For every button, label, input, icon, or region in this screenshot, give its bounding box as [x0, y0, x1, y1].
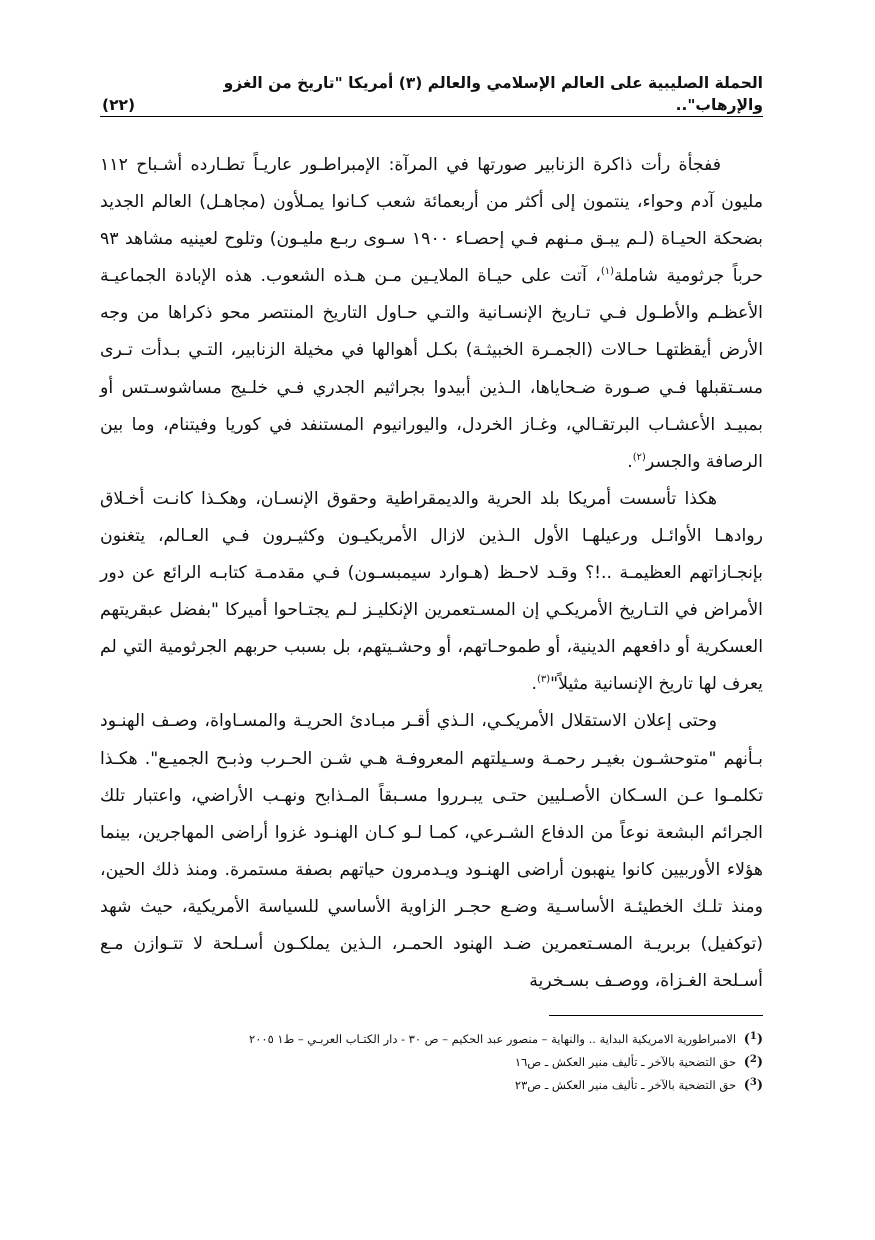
paragraph: هكذا تأسست أمريكا بلد الحرية والديمقراطية وحقوق الإنسـان، وهكـذا كانـت أخـلاق روادهـا الأوائـل ورعيلهـا الأول الـذين لازال الأمريكيـون وكثيـرون فـي العـالم، يتغنون بإنجـازاتهم العظيمـة ..!؟ وقـد لاحـظ (هـوارد سيمبسـون) فـي مقدمـة كتابـه الرائع عن دور الأمراض في التـاريخ الأمريكـي إن المسـتعمرين الإنكليـز لـم يجتـاحوا أميركا "بفضل عبقريتهم العسكرية أو دافعهم الدينية، أو طموحـاتهم، أو وحشـيتهم، بل بسبب حربهم الجرثومية التي لم يعرف لها تاريخ الإنسانية مثيلاً"$^{(٣)}$. — [100, 488, 763, 695]
paragraph: وحتى إعلان الاستقلال الأمريكـي، الـذي أقـر مبـادئ الحريـة والمسـاواة، وصـف الهنـود بـأنهم "متوحشـون بغيـر رحمـة وسـيلتهم المعروفـة هـي شـن الحـرب وذبـح الجميـع". هكـذا تكلمـوا عـن السـكان الأصـليين حتـى يبـرروا مسـبقاً المـذابح ونهـب الأراضي، واعتبار تلك الجرائم البشعة نوعاً من الدفاع الشـرعي، كمـا لـو كـان الهنـود غزوا أراضى المهاجرين، بينما هؤلاء الأوربيين كانوا ينهبون أراضى الهنـود ويـدمرون حياتهم بصفة مستمرة. ومنذ ذلك الحين، ومنذ تلـك الخطيئـة الأساسـية وضـع حجـر الزاوية الأساسي للسياسة الأمريكية، حيث شهد (توكفيل) بربريـة المسـتعمرين ضـد الهنود الحمـر، الـذين يملكـون أسـلحة لا تتـوازن مـع أسـلحة الغـزاة، ووصـف بسـخرية — [100, 711, 763, 992]
footnote-marker: ($^1$) — [743, 1031, 763, 1047]
footnote — [100, 1028, 763, 1051]
page-number: (٢٢) — [102, 96, 136, 114]
footnote-marker: ($^2$) — [743, 1054, 763, 1070]
footnote-ref[interactable]: (١) — [600, 266, 615, 278]
footnotes — [100, 1028, 763, 1097]
footnote-text: حق التضحية بالآخر ـ تأليف منير العكش ـ ص١٦ — [514, 1055, 737, 1069]
running-header — [100, 74, 763, 116]
footnote-text: الامبراطورية الامريكية البداية .. والنهاية – منصور عبد الحكيم – ص ٣٠ - دار الكتـاب العربـي – ط١ ٢٠٠٥ — [249, 1032, 737, 1046]
body-text — [100, 147, 763, 1000]
footnote-text: حق التضحية بالآخر ـ تأليف منير العكش ـ ص٢٣ — [514, 1078, 737, 1092]
footnote-ref[interactable]: (٣) — [536, 674, 551, 686]
header-rule — [100, 116, 763, 117]
footnote-ref[interactable]: (٢) — [632, 451, 646, 463]
footnote-marker: ($^3$) — [743, 1077, 763, 1093]
footnote-separator — [549, 1015, 763, 1016]
header-title: الحملة الصليبية على العالم الإسلامي والعالم (٣) أمريكا "تاريخ من الغزو والإرهاب".. — [223, 74, 763, 114]
footnote — [100, 1051, 763, 1074]
footnote — [100, 1074, 763, 1097]
document-page — [100, 0, 763, 1240]
paragraph: ففجأة رأت ذاكرة الزنابير صورتها في المرآة: الإمبراطـور عاريـاً تطـارده أشـباح ١١٢ مليون آدم وحواء، ينتمون إلى أكثر من أربعمائة شعب كـانوا يمـلأون (مجاهـل) العالم الجديد بضحكة الحيـاة (لـم يبـق مـنهم فـي إحصـاء ١٩٠٠ سـوى ربـع مليـون) وتلوح لعينيه مشاهد ٩٣ حرباً جرثومية شاملة$^{(١)}$، آتت على حيـاة الملايـين مـن هـذه الشعوب. هذه الإبادة الجماعيـة الأعظـم والأطـول فـي تـاريخ الإنسـانية والتـي حـاول التاريخ المنتصر محو ذكراها من وجه الأرض أيقظتهـا حـالات (الجمـرة الخبيثـة) بكـل أهوالها في مخيلة الزنابير، التـي بـدأت تـرى مسـتقبلها فـي صـورة ضـحاياها، الـذين أبيدوا بجراثيم الجدري فـي خلـيج مساشوسـتس أو بمبيـد الأعشـاب البرتقـالي، وغـاز الخردل، واليورانيوم المستنفد في كوريا وفيتنام، وما بين الرصافة والجسر$^{(٢)}$. — [100, 155, 763, 472]
